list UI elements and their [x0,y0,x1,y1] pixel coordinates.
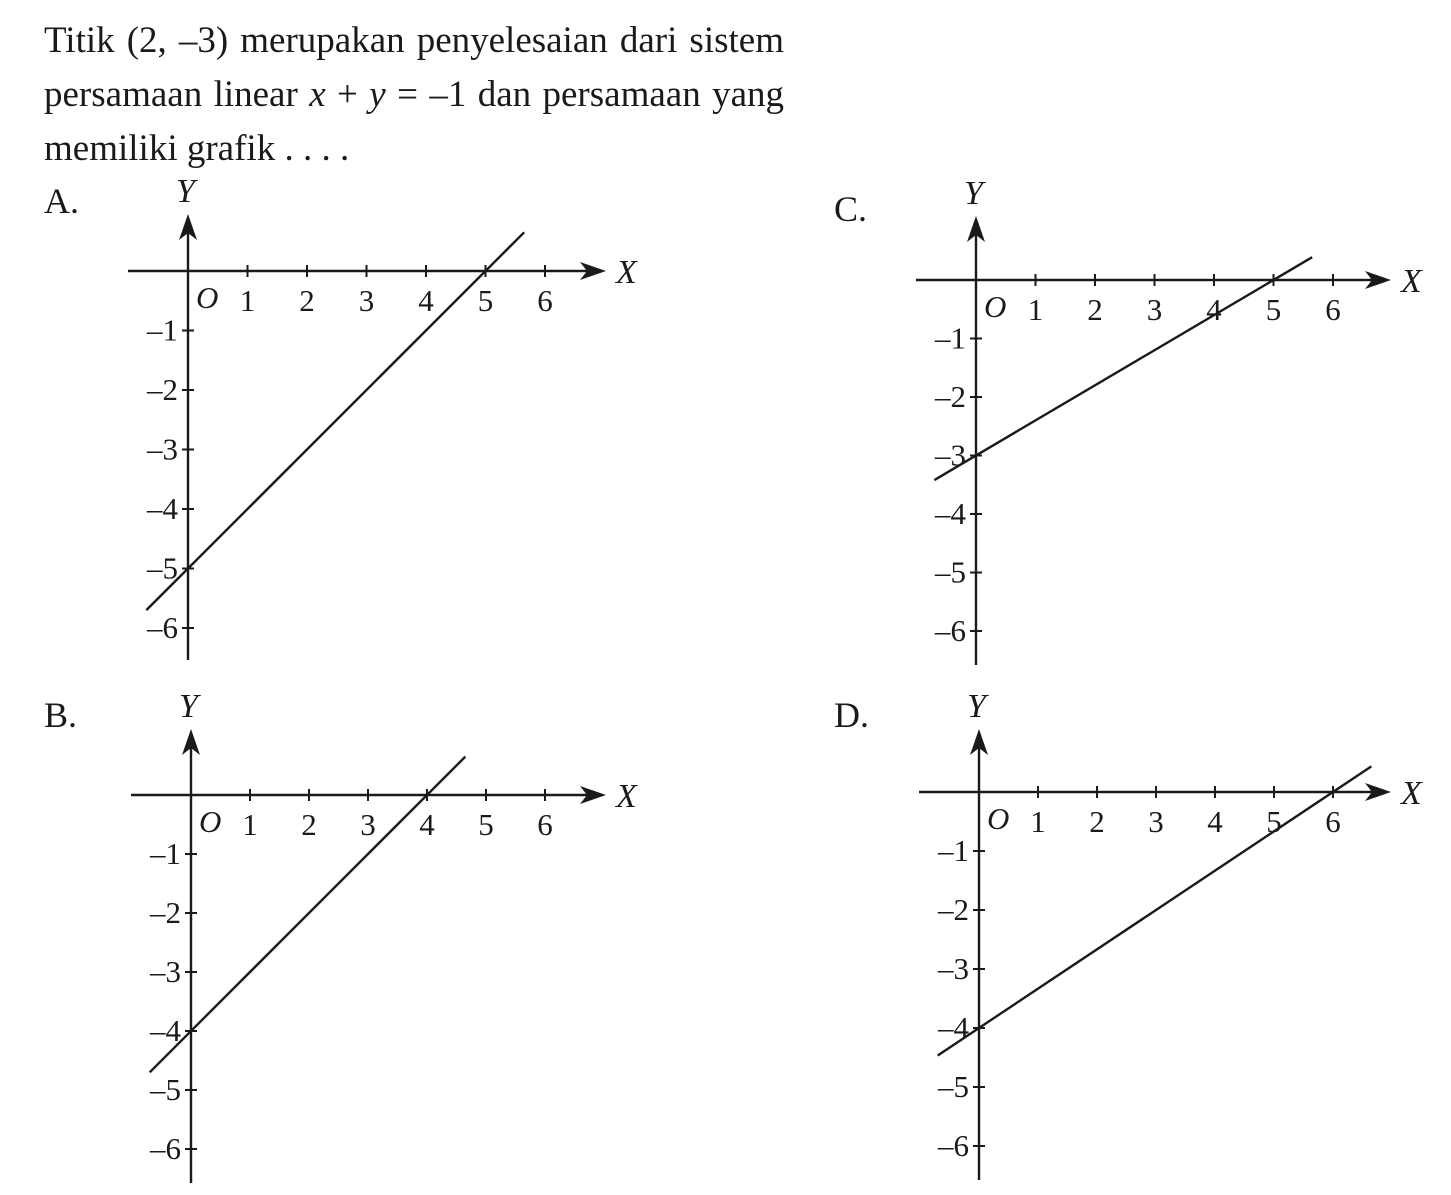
y-tick-label: –2 [147,372,178,407]
y-tick-label: –5 [147,550,178,586]
x-tick-label: 5 [478,807,494,842]
y-tick-label: –2 [150,895,181,930]
x-tick-label: 6 [1325,804,1341,839]
y-tick-label: –1 [938,833,969,868]
x-axis-label: X [616,254,637,291]
y-tick-label: –3 [147,431,178,467]
equation-plus: + [325,74,370,115]
x-tick-label: 4 [419,807,435,842]
x-tick-label: 1 [239,283,256,318]
y-tick-label: –4 [935,496,966,531]
option-c-label[interactable]: C. [834,189,868,229]
y-tick-label: –4 [147,491,178,526]
origin-label: O [984,289,1007,324]
y-axis-label: Y [964,175,983,212]
y-tick-label: –2 [938,892,969,927]
x-tick-label: 3 [358,283,375,318]
question-text-after: = –1 dan persamaan yang memiliki grafik . . . . [44,74,785,169]
y-tick-label: –6 [935,613,966,648]
y-tick-label: –6 [147,610,178,645]
equation-var-y: y [369,74,386,115]
y-tick-label: –6 [938,1128,969,1163]
x-tick-label: 2 [299,283,315,318]
equation-var-x: x [309,74,326,115]
x-tick-label: 5 [477,283,494,318]
y-axis-label: Y [176,173,195,210]
graph-option-b[interactable] [131,688,638,1183]
x-tick-label: 3 [360,807,376,842]
y-tick-label: –6 [150,1131,181,1166]
y-tick-label: –5 [150,1072,181,1107]
y-tick-label: –1 [935,320,966,356]
x-tick-label: 4 [1206,292,1222,327]
origin-label: O [987,801,1010,836]
y-tick-label: –4 [938,1010,969,1045]
y-tick-label: –1 [150,836,181,871]
y-tick-label: –3 [150,954,181,989]
x-tick-label: 2 [1089,804,1105,839]
graph-line [150,757,466,1073]
graph-option-d[interactable] [919,688,1423,1180]
x-axis-label: X [1401,263,1422,300]
x-tick-label: 1 [1030,804,1046,839]
option-a-label[interactable]: A. [44,181,79,221]
option-b-label[interactable]: B. [44,695,78,735]
x-tick-label: 3 [1148,804,1164,839]
x-tick-label: 1 [1027,292,1044,327]
origin-label: O [199,804,222,839]
question-text-before: Titik (2, –3) merupakan penyelesaian dari sistem persamaan linear [44,20,784,115]
y-tick-label: –2 [935,379,966,414]
y-tick-label: –4 [150,1013,181,1048]
x-axis-label: X [616,778,637,815]
x-tick-label: 5 [1266,804,1282,839]
x-tick-label: 4 [418,283,434,318]
graph-option-c[interactable] [916,175,1423,665]
y-tick-label: –5 [938,1069,969,1104]
option-d-label[interactable]: D. [834,695,869,735]
origin-label: O [196,280,219,315]
y-tick-label: –1 [147,312,178,348]
x-tick-label: 1 [242,807,258,842]
x-axis-label: X [1401,775,1422,812]
x-tick-label: 6 [537,283,553,318]
x-tick-label: 6 [1325,292,1341,327]
y-tick-label: –3 [938,951,969,986]
y-tick-label: –3 [935,437,966,473]
y-axis-label: Y [179,688,198,725]
x-tick-label: 6 [537,807,553,842]
x-tick-label: 2 [1087,292,1103,327]
x-tick-label: 4 [1207,804,1223,839]
y-tick-label: –5 [935,554,966,590]
y-axis-label: Y [967,688,986,725]
x-tick-label: 5 [1265,292,1282,327]
graph-option-a[interactable] [128,173,638,660]
x-tick-label: 2 [301,807,317,842]
x-tick-label: 3 [1146,292,1163,327]
